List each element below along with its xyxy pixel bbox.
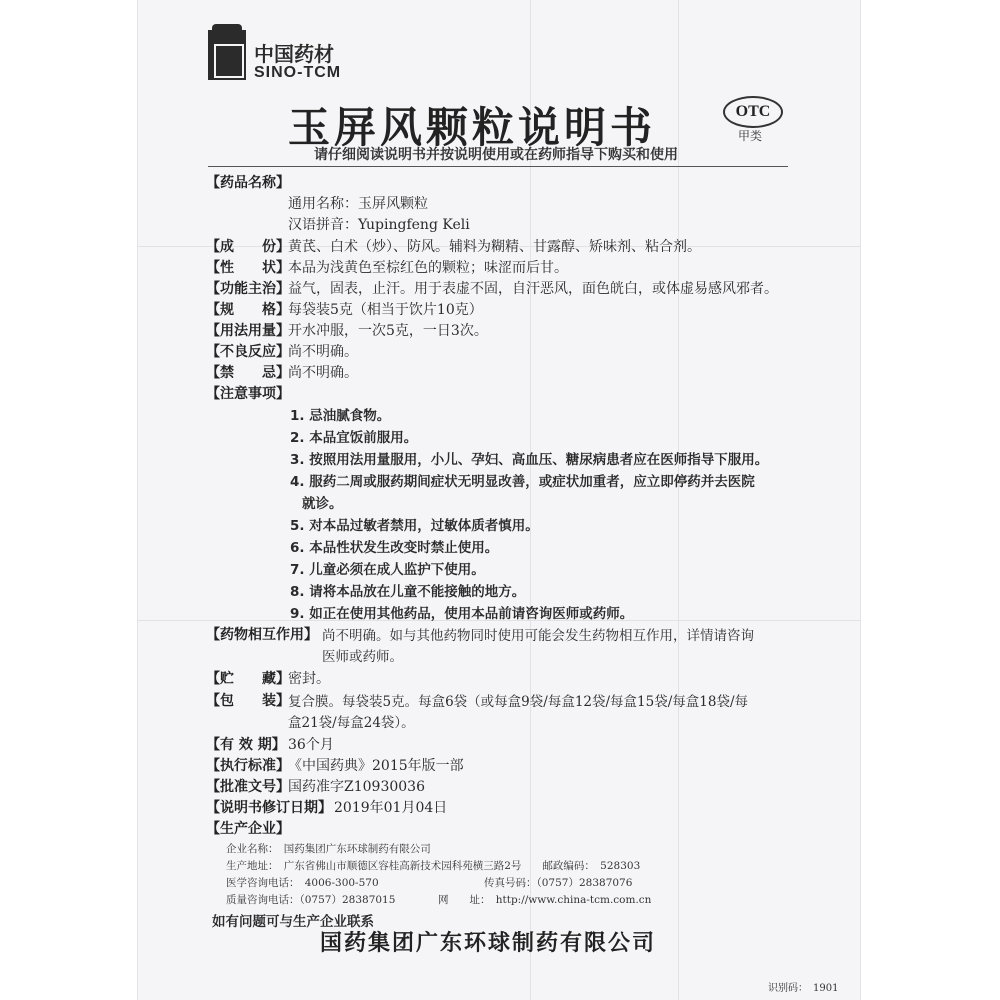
interaction-text: 尚不明确。如与其他药物同时使用可能会发生药物相互作用，详情请咨询 bbox=[322, 628, 754, 644]
document-subtitle: 请仔细阅读说明书并按说明使用或在药师指导下购买和使用 bbox=[314, 147, 678, 163]
quality-phone: 质量咨询电话：（0757）28387015 bbox=[226, 894, 396, 906]
brand-name-en: SINO-TCM bbox=[254, 64, 342, 81]
consult-phone: 医学咨询电话： 4006-300-570 bbox=[226, 877, 379, 889]
section-label-validity: 【有 效 期】 bbox=[206, 737, 286, 753]
character-text: 本品为浅黄色至棕红色的颗粒；味涩而后甘。 bbox=[288, 260, 568, 276]
note-item: 6. 本品性状发生改变时禁止使用。 bbox=[290, 540, 499, 556]
contra-text: 尚不明确。 bbox=[288, 365, 358, 381]
otc-badge: OTC bbox=[723, 96, 783, 128]
note-item-continued: 就诊。 bbox=[302, 496, 343, 512]
section-label-name: 【药品名称】 bbox=[206, 175, 290, 191]
section-label-character: 【性 状】 bbox=[206, 260, 290, 276]
section-label-usage: 【用法用量】 bbox=[206, 323, 290, 339]
composition-text: 黄芪、白术（炒）、防风。辅料为糊精、甘露醇、矫味剂、粘合剂。 bbox=[288, 239, 701, 255]
logo-emblem-icon bbox=[208, 30, 246, 80]
manufacturer-address: 生产地址： 广东省佛山市顺德区容桂高新技术园科苑横三路2号 邮政编码： 528303 bbox=[226, 860, 641, 872]
note-item: 9. 如正在使用其他药品，使用本品前请咨询医师或药师。 bbox=[290, 606, 634, 622]
leaflet-page bbox=[138, 0, 860, 1000]
contact-note: 如有问题可与生产企业联系 bbox=[212, 914, 374, 930]
generic-name: 通用名称：玉屏风颗粒 bbox=[288, 196, 428, 212]
fax-number: 传真号码：（0757）28387076 bbox=[484, 877, 633, 889]
validity-text: 36个月 bbox=[288, 737, 334, 753]
function-text: 益气，固表，止汗。用于表虚不固，自汗恶风，面色㿠白，或体虚易感风邪者。 bbox=[288, 281, 778, 297]
section-label-revision: 【说明书修订日期】 bbox=[206, 800, 332, 816]
section-label-manufacturer: 【生产企业】 bbox=[206, 821, 290, 837]
brand-name-cn: 中国药材 bbox=[254, 42, 334, 66]
ident-code: 识别码： 1901 bbox=[768, 983, 839, 994]
adverse-text: 尚不明确。 bbox=[288, 344, 358, 360]
document-title: 玉屏风颗粒说明书 bbox=[288, 103, 657, 152]
package-text: 复合膜。每袋装5克。每盒6袋（或每盒9袋/每盒12袋/每盒15袋/每盒18袋/每 bbox=[288, 694, 748, 710]
note-item: 8. 请将本品放在儿童不能接触的地方。 bbox=[290, 584, 526, 600]
spec-text: 每袋装5克（相当于饮片10克） bbox=[288, 302, 483, 318]
note-item: 1. 忌油腻食物。 bbox=[290, 408, 391, 424]
package-text-continued: 盒21袋/每盒24袋）。 bbox=[288, 715, 415, 731]
section-label-notes: 【注意事项】 bbox=[206, 386, 290, 402]
usage-text: 开水冲服，一次5克，一日3次。 bbox=[288, 323, 488, 339]
section-label-function: 【功能主治】 bbox=[206, 281, 290, 297]
storage-text: 密封。 bbox=[288, 671, 330, 687]
website: 网 址： http://www.china-tcm.com.cn bbox=[438, 894, 652, 906]
approval-text: 国药准字Z10930036 bbox=[288, 779, 425, 795]
section-label-composition: 【成 份】 bbox=[206, 239, 290, 255]
section-label-adverse: 【不良反应】 bbox=[206, 344, 290, 360]
section-label-spec: 【规 格】 bbox=[206, 302, 290, 318]
company-footer: 国药集团广东环球制药有限公司 bbox=[320, 931, 657, 956]
note-item: 2. 本品宜饭前服用。 bbox=[290, 430, 418, 446]
standard-text: 《中国药典》2015年版一部 bbox=[288, 758, 464, 774]
revision-text: 2019年01月04日 bbox=[334, 800, 448, 816]
pinyin-name: 汉语拼音：Yupingfeng Keli bbox=[288, 217, 470, 233]
manufacturer-name: 企业名称： 国药集团广东环球制药有限公司 bbox=[226, 843, 431, 855]
note-item: 7. 儿童必须在成人监护下使用。 bbox=[290, 562, 485, 578]
note-item: 5. 对本品过敏者禁用，过敏体质者慎用。 bbox=[290, 518, 539, 534]
divider bbox=[208, 166, 788, 167]
note-item: 4. 服药二周或服药期间症状无明显改善，或症状加重者，应立即停药并去医院 bbox=[290, 474, 755, 490]
interaction-text-continued: 医师或药师。 bbox=[322, 649, 403, 665]
section-label-approval: 【批准文号】 bbox=[206, 779, 290, 795]
section-label-storage: 【贮 藏】 bbox=[206, 671, 290, 687]
section-label-standard: 【执行标准】 bbox=[206, 758, 290, 774]
fold-line bbox=[678, 0, 679, 1000]
note-item: 3. 按照用法用量服用，小儿、孕妇、高血压、糖尿病患者应在医师指导下服用。 bbox=[290, 452, 769, 468]
section-label-contra: 【禁 忌】 bbox=[206, 365, 290, 381]
section-label-interaction: 【药物相互作用】 bbox=[206, 627, 318, 643]
otc-class: 甲类 bbox=[738, 129, 763, 143]
section-label-package: 【包 装】 bbox=[206, 693, 290, 709]
